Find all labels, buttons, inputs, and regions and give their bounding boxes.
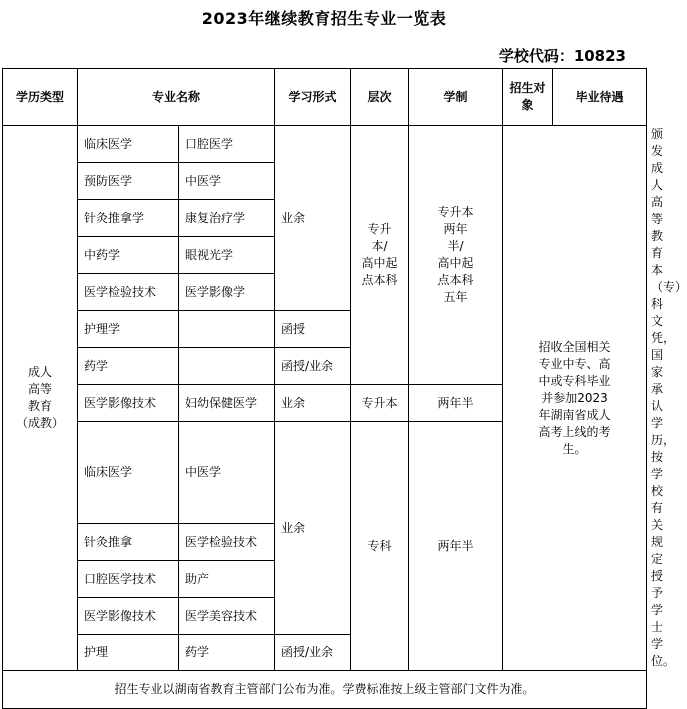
majors-table bbox=[2, 68, 687, 709]
study-form-cell: 函授 bbox=[275, 311, 351, 348]
duration-line: 专升本 bbox=[437, 205, 474, 219]
duration-line: 两年 bbox=[443, 222, 468, 236]
target-line: 高考上线的考 bbox=[538, 424, 611, 439]
major-cell: 药学 bbox=[78, 348, 179, 385]
study-form-cell: 函授/业余 bbox=[275, 348, 351, 385]
target-line: 中或专科毕业 bbox=[538, 373, 611, 388]
table-row: 成人 高等 教育 （成教） 临床医学 口腔医学 业余 专升 本/ 高中起 点本科 专升本 两年 半/ 高中起 点本科 五年 招收全国相关 专业中专、高 中或专科毕业 并参加2023 年湖南省成人 高考上线的考 生。 颁发成人高 等教育本 （专）科文 凭，国家承 认学历，按 学校有关规 定授予学士 学位。 bbox=[3, 126, 647, 163]
major-cell: 药学 bbox=[179, 635, 275, 671]
target-cell bbox=[503, 126, 647, 671]
school-code: 学校代码：10823 bbox=[498, 47, 626, 65]
duration-line: 五年 bbox=[443, 290, 468, 304]
major-cell: 预防医学 bbox=[78, 163, 179, 200]
target-line: 年湖南省成人 bbox=[538, 407, 611, 422]
level-line: 本/ bbox=[371, 239, 388, 253]
header-duration: 学制 bbox=[409, 69, 503, 126]
duration-cell: 两年半 bbox=[409, 385, 503, 422]
major-cell: 口腔医学技术 bbox=[78, 561, 179, 598]
major-cell: 口腔医学 bbox=[179, 126, 275, 163]
education-type-line: （成教） bbox=[15, 416, 64, 430]
major-cell: 针灸推拿学 bbox=[78, 200, 179, 237]
major-cell: 中药学 bbox=[78, 237, 179, 274]
level-line: 高中起 bbox=[361, 256, 398, 270]
level-cell: 专升本 bbox=[351, 385, 409, 422]
header-study-form: 学习形式 bbox=[275, 69, 351, 126]
duration-line: 点本科 bbox=[437, 273, 474, 287]
major-cell bbox=[179, 311, 275, 348]
education-type-line: 高等 bbox=[27, 382, 52, 396]
major-cell: 护理学 bbox=[78, 311, 179, 348]
target-line: 并参加2023 bbox=[541, 390, 608, 405]
target-line: 生。 bbox=[562, 441, 587, 456]
major-cell: 临床医学 bbox=[78, 422, 179, 524]
footer-row bbox=[3, 671, 647, 709]
header-major-name: 专业名称 bbox=[78, 69, 275, 126]
major-cell: 医学检验技术 bbox=[179, 524, 275, 561]
major-cell: 护理 bbox=[78, 635, 179, 671]
study-form-cell: 业余 bbox=[275, 385, 351, 422]
study-form-cell: 业余 bbox=[275, 126, 351, 311]
duration-line: 高中起 bbox=[437, 256, 474, 270]
education-type-line: 教育 bbox=[27, 399, 52, 413]
major-cell: 针灸推拿 bbox=[78, 524, 179, 561]
header-target: 招生对象 bbox=[503, 69, 553, 126]
study-form-cell: 函授/业余 bbox=[275, 635, 351, 671]
header-benefits: 毕业待遇 bbox=[553, 69, 647, 126]
header-level: 层次 bbox=[351, 69, 409, 126]
header-row bbox=[3, 69, 647, 126]
footer-note: 招生专业以湖南省教育主管部门公布为准。学费标准按上级主管部门文件为准。 bbox=[3, 671, 647, 709]
page-title: 2023年继续教育招生专业一览表 bbox=[201, 9, 447, 28]
major-cell: 医学检验技术 bbox=[78, 274, 179, 311]
major-cell: 医学影像技术 bbox=[78, 598, 179, 635]
major-cell: 妇幼保健医学 bbox=[179, 385, 275, 422]
major-cell: 临床医学 bbox=[78, 126, 179, 163]
header-education-type: 学历类型 bbox=[3, 69, 78, 126]
major-cell: 康复治疗学 bbox=[179, 200, 275, 237]
level-line: 专升 bbox=[367, 222, 392, 236]
level-cell bbox=[351, 126, 409, 385]
duration-cell: 两年半 bbox=[409, 422, 503, 671]
major-cell: 中医学 bbox=[179, 422, 275, 524]
major-cell: 医学影像技术 bbox=[78, 385, 179, 422]
major-cell: 医学影像学 bbox=[179, 274, 275, 311]
study-form-cell: 业余 bbox=[275, 422, 351, 635]
major-cell: 眼视光学 bbox=[179, 237, 275, 274]
duration-cell bbox=[409, 126, 503, 385]
major-cell bbox=[179, 348, 275, 385]
target-line: 专业中专、高 bbox=[538, 356, 611, 371]
major-cell: 医学美容技术 bbox=[179, 598, 275, 635]
level-line: 点本科 bbox=[361, 273, 398, 287]
major-cell: 助产 bbox=[179, 561, 275, 598]
duration-line: 半/ bbox=[447, 239, 464, 253]
level-cell: 专科 bbox=[351, 422, 409, 671]
education-type-cell bbox=[3, 126, 78, 671]
target-line: 招收全国相关 bbox=[538, 339, 611, 354]
education-type-line: 成人 bbox=[27, 365, 52, 379]
major-cell: 中医学 bbox=[179, 163, 275, 200]
